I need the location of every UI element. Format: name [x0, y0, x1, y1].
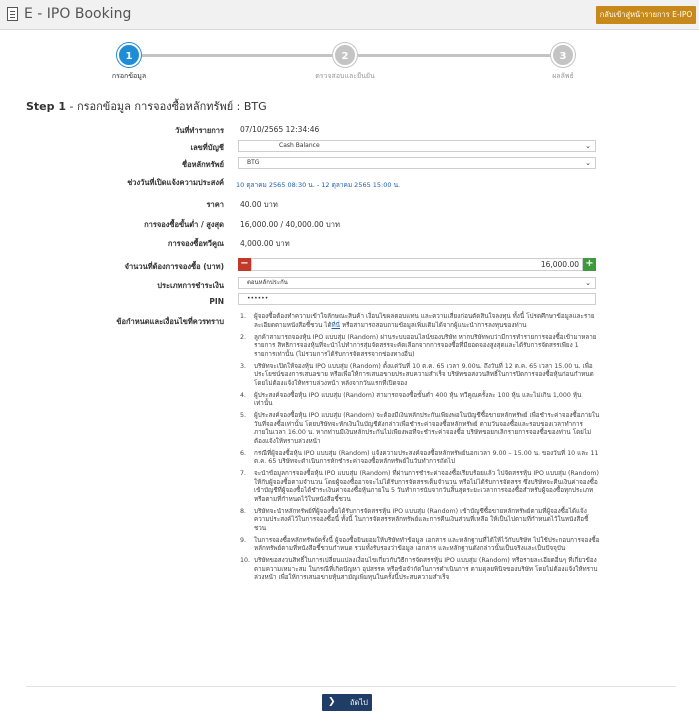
term-text: ในการจองซื้อหลักทรัพย์ครั้งนี้ ผู้จองซื้อยินยอมให้บริษัททำข้อมูล เอกสาร และหลักฐานที่ได้ให้ไว้กับบริษัท ไปใช้ประกอบการจองซื้อหลักทรัพย์ตามที่หนังสือชี้ชวนกำหนด รวมทั้งรับรองว่าข้อมูล เอกสาร และหลักฐานดังกล่าวนั้นเป็นจริงและเป็นปัจจุบัน [254, 536, 600, 552]
chevron-right-icon: ❯ [328, 697, 336, 707]
back-to-list-button[interactable]: กลับเข้าสู่หน้ารายการ E-IPO [596, 6, 696, 24]
app-header [0, 0, 699, 30]
account-label: เลขที่บัญชี [190, 143, 224, 152]
term-number: 5. [240, 412, 247, 419]
term-number: 6. [240, 449, 247, 457]
step-2-circle: 2 [333, 43, 357, 67]
term-item [238, 557, 600, 583]
step-connector-2 [345, 54, 563, 57]
term-item [238, 313, 600, 330]
step-title: - กรอกข้อมูล การจองซื้อหลักทรัพย์ : BTG [66, 100, 267, 113]
period-value: 10 ตุลาคม 2565 08:30 น. - 12 ตุลาคม 2565 15:00 น. [236, 181, 401, 189]
next-button[interactable] [322, 694, 372, 711]
term-text: จะนำข้อมูลการจองซื้อหุ้น IPO แบบสุ่ม (Random) ที่ผ่านการชำระค่าจองซื้อเรียบร้อยแล้ว ไปจัดสรรหุ้น IPO แบบสุ่ม (Random) ให้กับผู้จองซื้อตามจำนวน โดยผู้จองซื้ออาจจะไม่ได้รับการจัดสรรเต็มจำนวน หรือไม่ได้รับการจัดสรร ซึ่งบริษัทจะคืนเงินค่าจองซื้อเข้าบัญชีที่ผู้จองซื้อได้ชำระเงินค่าจองซื้อหุ้นภายใน 5 วันทำการนับจากวันสิ้นสุดระยะเวลาการจองซื้อสำหรับผู้จองซื้อทุกประเภท หรือตามที่กำหนดไว้ในหนังสือชี้ชวน [254, 470, 599, 503]
step-1-label: กรอกข้อมูล [111, 72, 147, 80]
page-title [26, 97, 267, 115]
payment-label: ประเภทการชำระเงิน [157, 281, 224, 290]
date-label: วันที่ทำรายการ [175, 126, 224, 135]
step-connector-1 [129, 54, 345, 57]
term-number: 8. [240, 507, 247, 515]
step-2-label: ตรวจสอบและยืนยัน [315, 72, 375, 80]
prospectus-link[interactable]: ที่นี่ [331, 321, 340, 329]
term-item [238, 392, 600, 409]
term-item [238, 470, 600, 504]
term-number: 10. [240, 557, 251, 564]
decrease-button[interactable]: − [238, 258, 251, 271]
terms-label: ข้อกำหนดและเงื่อนไขที่ควรทราบ [116, 317, 224, 326]
term-text: บริษัทขอสงวนสิทธิ์ในการเปลี่ยนแปลงเงื่อนไขเกี่ยวกับวิธีการจัดสรรหุ้น IPO แบบสุ่ม (Random) หรือรายละเอียดอื่นๆ ที่เกี่ยวข้อง ตามความเหมาะสม ในกรณีที่เกิดปัญหา อุปสรรค หรือข้อจำกัดในการดำเนินการ ตามดุลยพินิจของบริษัท โดยไม่ต้องแจ้งให้ทราบล่วงหน้า เพื่อให้การเสนอขายหุ้นสามัญเพิ่มทุนในครั้งนี้ประสบความสำเร็จ [254, 557, 598, 581]
term-item [238, 412, 600, 446]
security-select-value: BTG [247, 159, 260, 166]
period-label: ช่วงวันที่เปิดแจ้งความประสงค์ [127, 178, 224, 187]
term-text: ผู้ประสงค์จองซื้อหุ้น IPO แบบสุ่ม (Random) จะต้องมีเงินหลักประกันเพียงพอในบัญชีซื้อขายหลักทรัพย์ เพื่อชำระค่าจองซื้อภายในวันที่จองซื้อเท่านั้น โดยบริษัทจะหักเงินในบัญชีดังกล่าวเพื่อชำระค่าจองซื้อหลักทรัพย์ ตามวันจองซื้อและรอบของเวลาทำการภายในเวลา 16.00 น. หากท่านมีเงินหลักประกันไม่เพียงพอที่จะชำระค่าจองซื้อ บริษัทขอยกเลิกรายการจองซื้อของท่าน โดยไม่ต้องแจ้งให้ทราบล่วงหน้า [254, 412, 600, 445]
price-label: ราคา [206, 200, 224, 209]
chevron-down-icon: ⌄ [585, 142, 591, 150]
term-number: 1. [240, 313, 247, 320]
multiple-label: การจองซื้อทวีคูณ [167, 239, 224, 248]
security-label: ชื่อหลักทรัพย์ [182, 160, 224, 169]
amount-stepper [238, 258, 596, 271]
term-number: 2. [240, 333, 247, 341]
app-title: E - IPO Booking [24, 6, 132, 22]
chevron-down-icon: ⌄ [585, 279, 591, 287]
term-text: กรณีที่ผู้จองซื้อหุ้น IPO แบบสุ่ม (Random) แจ้งความประสงค์จองซื้อหลักทรัพย์นอกเวลา 9.00 – 15.00 น. ของวันที่ 10 และ 11 ต.ค. 65 บริษัทจะดำเนินการหักชำระค่าจองซื้อหลักทรัพย์ในวันทำการถัดไป [254, 449, 599, 465]
term-text: ผู้ประสงค์จองซื้อหุ้น IPO แบบสุ่ม (Random) สามารถจองซื้อขั้นต่ำ 400 หุ้น ทวีคูณครั้งละ 100 หุ้น และไม่เกิน 1,000 หุ้น เท่านั้น [254, 391, 582, 407]
term-item [238, 537, 600, 554]
payment-select[interactable] [238, 277, 596, 289]
amount-input[interactable]: 16,000.00 [251, 258, 583, 271]
step-1-circle: 1 [117, 43, 141, 67]
minmax-label: การจองซื้อขั้นต่ำ / สูงสุด [144, 220, 224, 229]
term-item [238, 508, 600, 534]
term-number: 9. [240, 536, 247, 544]
pin-input[interactable]: •••••• [238, 293, 596, 305]
term-number: 3. [240, 362, 247, 370]
term-text: บริษัทจะนำหลักทรัพย์ที่ผู้จองซื้อได้รับการจัดสรรหุ้น IPO แบบสุ่ม (Random) เข้าบัญชีซื้อขายหลักทรัพย์ตามที่ผู้จองซื้อได้แจ้งความประสงค์ไว้ในการจองซื้อนี้ ทั้งนี้ ในการจัดสรรหลักทรัพย์และการคืนเงินส่วนที่เหลือ ให้เป็นไปตามที่กำหนดไว้ในหนังสือชี้ชวน [254, 507, 589, 532]
amount-label: จำนวนที่ต้องการจองซื้อ (บาท) [124, 262, 224, 271]
term-text: ผู้จองซื้อต้องทำความเข้าใจลักษณะสินค้า เงื่อนไขผลตอบแทน และความเสี่ยงก่อนตัดสินใจลงทุน ทั้งนี้ โปรดศึกษาข้อมูลและรายละเอียดตามหนังสือชี้ชวน ได้ [254, 313, 595, 329]
term-number: 4. [240, 391, 247, 399]
increase-button[interactable]: + [583, 258, 596, 271]
payment-select-value: ตอนหลักประกัน [247, 279, 288, 286]
minmax-value: 16,000.00 / 40,000.00 บาท [240, 220, 340, 229]
next-button-label: ถัดไป [350, 698, 368, 707]
terms-list [238, 313, 600, 586]
term-text: บริษัทจะเปิดให้จองหุ้น IPO แบบสุ่ม (Random) ตั้งแต่วันที่ 10 ต.ค. 65 เวลา 9.00น. ถึงวันที่ 12 ต.ค. 65 เวลา 15.00 น. เพื่อประโยชน์ของการเสนอขาย หรือเพื่อให้การเสนอขายประสบความสำเร็จ บริษัทขอสงวนสิทธิ์ในการปิดการจองซื้อหุ้นก่อนกำหนด โดยไม่ต้องแจ้งให้ทราบล่วงหน้า หลังจากวันแรกที่เปิดจอง [254, 362, 594, 387]
account-select[interactable] [238, 140, 596, 152]
document-icon [7, 7, 18, 21]
progress-stepper [0, 38, 699, 88]
price-value: 40.00 บาท [240, 200, 278, 209]
step-number: Step 1 [26, 100, 66, 113]
footer-divider [26, 686, 676, 687]
term-item [238, 363, 600, 389]
term-item [238, 334, 600, 360]
account-select-value: Cash Balance [279, 142, 320, 149]
term-number: 7. [240, 470, 247, 477]
chevron-down-icon: ⌄ [585, 159, 591, 167]
step-3-circle: 3 [551, 43, 575, 67]
term-text-tail: หรือสามารถสอบถามข้อมูลเพิ่มเติมได้จากผู้แนะนำการลงทุนของท่าน [340, 321, 527, 329]
term-text: ลูกค้าสามารถจองหุ้น IPO แบบสุ่ม (Random) ผ่านระบบออนไลน์ของบริษัท หากบริษัทพบว่ามีการทำรายการจองซื้อเข้ามาหลายรายการ สิทธิการจองหุ้นที่จะนำไปทำการสุ่มจัดสรรจะคัดเลือกจากการจองซื้อที่มียอดจองสูงสุดและได้รับการจัดสรรเพียง 1 รายการเท่านั้น (ไม่รวมการได้รับการจัดสรรจากช่องทางอื่น) [254, 333, 597, 358]
security-select[interactable] [238, 157, 596, 169]
date-value: 07/10/2565 12:34:46 [240, 125, 320, 134]
term-item [238, 450, 600, 467]
multiple-value: 4,000.00 บาท [240, 239, 290, 248]
pin-label: PIN [209, 297, 224, 306]
step-3-label: ผลลัพธ์ [552, 72, 574, 80]
